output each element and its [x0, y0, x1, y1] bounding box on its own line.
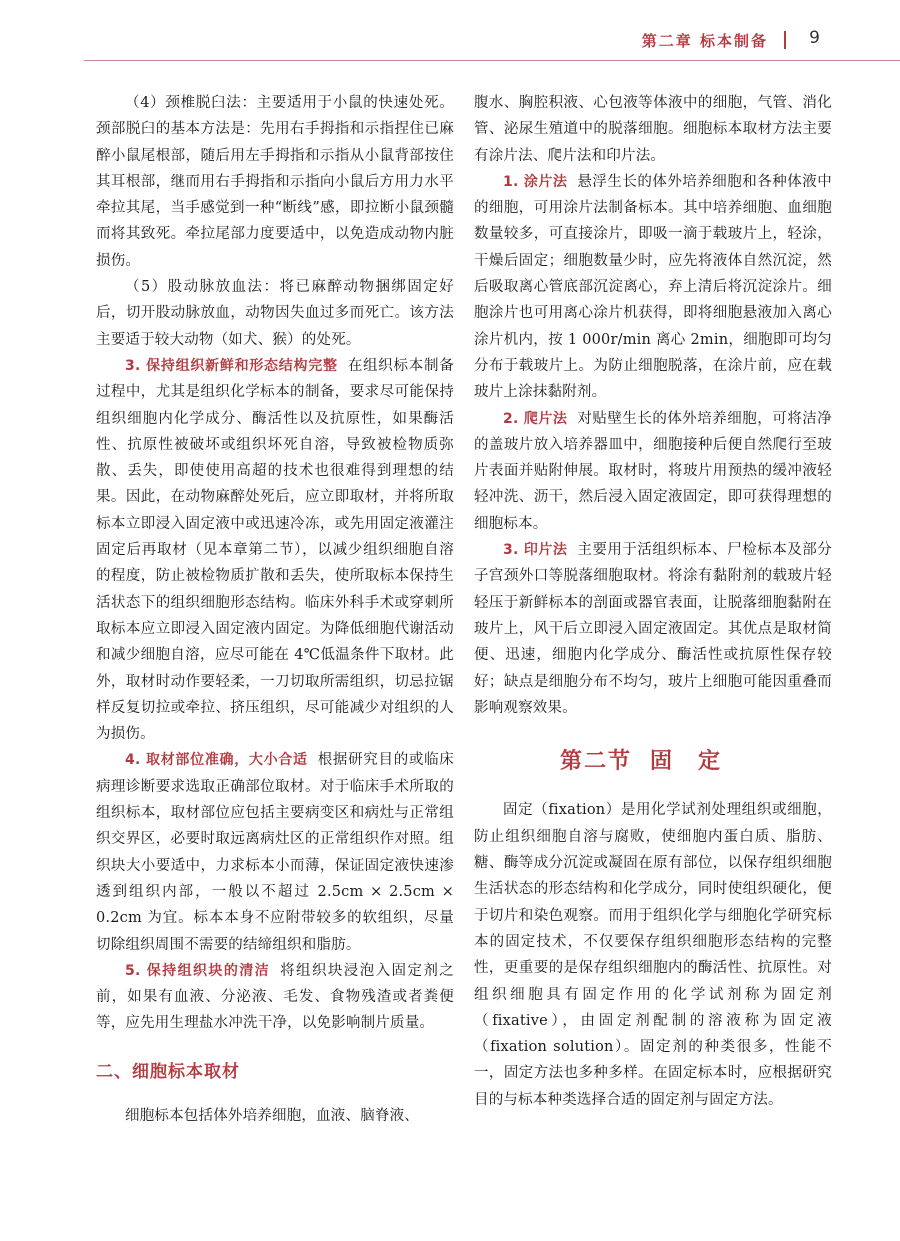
paragraph-cervical-dislocation: （4）颈椎脱臼法：主要适用于小鼠的快速处死。颈部脱臼的基本方法是：先用右手拇指和示指捏住已麻醉小鼠尾根部，随后用左手拇指和示指从小鼠背部按住其耳根部，继而用右手拇指和示指向小鼠后方用力水平牵拉其尾，当手感觉到一种“断线”感，即拉断小鼠颈髓而将其致死。牵拉尾部力度要适中，以免造成动物内脏损伤。: [96, 95, 454, 269]
paragraph-imprint-method: [474, 537, 832, 721]
subheading-clean-tissue: 5. 保持组织块的清洁: [125, 962, 271, 979]
text-clean-tissue: 将组织块浸泡入固定剂之前，如果有血液、分泌液、毛发、食物残渣或者粪便等，应先用生理盐水冲洗干净，以免影响制片质量。: [96, 962, 454, 1032]
section-heading-fixation: [474, 749, 832, 775]
paragraph-climbing-slide: [474, 406, 832, 537]
heading-cell-sampling: 二、细胞标本取材: [96, 1061, 240, 1082]
section-title: 固定: [650, 749, 747, 775]
paragraph-cell-specimens: 细胞标本包括体外培养细胞，血液、脑脊液、: [125, 1107, 419, 1124]
header-divider: [784, 31, 786, 49]
page-header: [0, 0, 900, 62]
subheading-smear-method: 1. 涂片法: [503, 173, 568, 190]
paragraph-clean-tissue: [96, 958, 454, 1037]
header-rule: [84, 60, 900, 61]
text-climbing-slide: 对贴壁生长的体外培养细胞，可将洁净的盖玻片放入培养器皿中，细胞接种后便自然爬行至玻片表面并贴附伸展。取材时，将玻片用预热的缓冲液轻轻冲洗、沥干，然后浸入固定液固定，即可获得理想的细胞标本。: [474, 410, 832, 532]
chapter-title: 第二章 标本制备: [641, 32, 768, 50]
subheading-climbing-slide: 2. 爬片法: [503, 410, 568, 427]
left-column: [96, 90, 454, 1129]
paragraph-femoral-bleeding: （5）股动脉放血法：将已麻醉动物捆绑固定好后，切开股动脉放血，动物因失血过多而死亡。该方法主要适于较大动物（如犬、猴）的处死。: [96, 279, 454, 348]
right-column: [474, 90, 832, 1113]
paragraph-keep-fresh: [96, 353, 454, 747]
text-keep-fresh: 在组织标本制备过程中，尤其是组织化学标本的制备，要求尽可能保持组织细胞内化学成分、酶活性以及抗原性，如果酶活性、抗原性被破坏或组织坏死自溶，导致被检物质弥散、丢失，即使使用高超的技术也很难得到理想的结果。因此，在动物麻醉处死后，应立即取材，并将所取标本立即浸入固定液中或迅速冷冻，或先用固定液灌注固定后再取材（见本章第二节），以减少组织细胞自溶的程度，防止被检物质扩散和丢失，使所取标本保持生活状态下的组织细胞形态结构。临床外科手术或穿刺所取标本应立即浸入固定液内固定。为降低细胞代谢活动和减少细胞自溶，应尽可能在 4℃低温条件下取材。此外，取材时动作要轻柔，一刀切取所需组织，切忌拉锯样反复切拉或牵拉、挤压组织，尽可能减少对组织的人为损伤。: [96, 357, 454, 743]
subheading-imprint-method: 3. 印片法: [503, 542, 568, 559]
text-sampling-site: 根据研究目的或临床病理诊断要求选取正确部位取材。对于临床手术所取的组织标本，取材部位应包括主要病变区和病灶与正常组织交界区，必要时取远离病灶区的正常组织作对照。组织块大小要适中，力求标本小而薄，保证固定液快速渗透到组织内部，一般以不超过 2.5cm × 2.5cm × 0.2cm 为宜。标本本身不应附带较多的软组织，尽量切除组织周围不需要的结缔组织和脂肪。: [96, 752, 454, 953]
paragraph-cell-specimens-cont: 腹水、胸腔积液、心包液等体液中的细胞，气管、消化管、泌尿生殖道中的脱落细胞。细胞标本取材方法主要有涂片法、爬片法和印片法。: [474, 95, 832, 164]
section-label: 第二节: [559, 749, 632, 775]
page-number: 9: [809, 28, 820, 48]
text-smear-method: 悬浮生长的体外培养细胞和各种体液中的细胞，可用涂片法制备标本。其中培养细胞、血细胞数量较多，可直接涂片，即吸一滴于载玻片上，轻涂，干燥后固定；细胞数量少时，应先将液体自然沉淀，然后吸取离心管底部沉淀离心，弃上清后将沉淀涂片。细胞涂片也可用离心涂片机获得，即将细胞悬液加入离心涂片机内，按 1 000r/min 离心 2min，细胞即可均匀分布于载玻片上。为防止细胞脱落，在涂片前，应在载玻片上涂抹黏附剂。: [474, 173, 832, 401]
subheading-keep-fresh: 3. 保持组织新鲜和形态结构完整: [125, 357, 338, 374]
paragraph-smear-method: [474, 169, 832, 406]
paragraph-sampling-site: [96, 747, 454, 957]
text-imprint-method: 主要用于活组织标本、尸检标本及部分子宫颈外口等脱落细胞取材。将涂有黏附剂的载玻片轻轻压于新鲜标本的剖面或器官表面，让脱落细胞黏附在玻片上，风干后立即浸入固定液固定。其优点是取材简便、迅速，细胞内化学成分、酶活性或抗原性保存较好；缺点是细胞分布不均匀，玻片上细胞可能因重叠而影响观察效果。: [474, 542, 832, 716]
paragraph-fixation: 固定（fixation）是用化学试剂处理组织或细胞，防止组织细胞自溶与腐败，使细胞内蛋白质、脂肪、糖、酶等成分沉淀或凝固在原有部位，以保存组织细胞生活状态的形态结构和化学成分，同时使组织硬化，便于切片和染色观察。而用于组织化学与细胞化学研究标本的固定技术，不仅要保存组织细胞形态结构的完整性，更重要的是保存组织细胞内的酶活性、抗原性。对组织细胞具有固定作用的化学试剂称为固定剂（fixative），由固定剂配制的溶液称为固定液（fixation solution）。固定剂的种类很多，性能不一，固定方法也多种多样。在固定标本时，应根据研究目的与标本种类选择合适的固定剂与固定方法。: [474, 802, 832, 1108]
subheading-sampling-site: 4. 取材部位准确，大小合适: [125, 752, 308, 769]
